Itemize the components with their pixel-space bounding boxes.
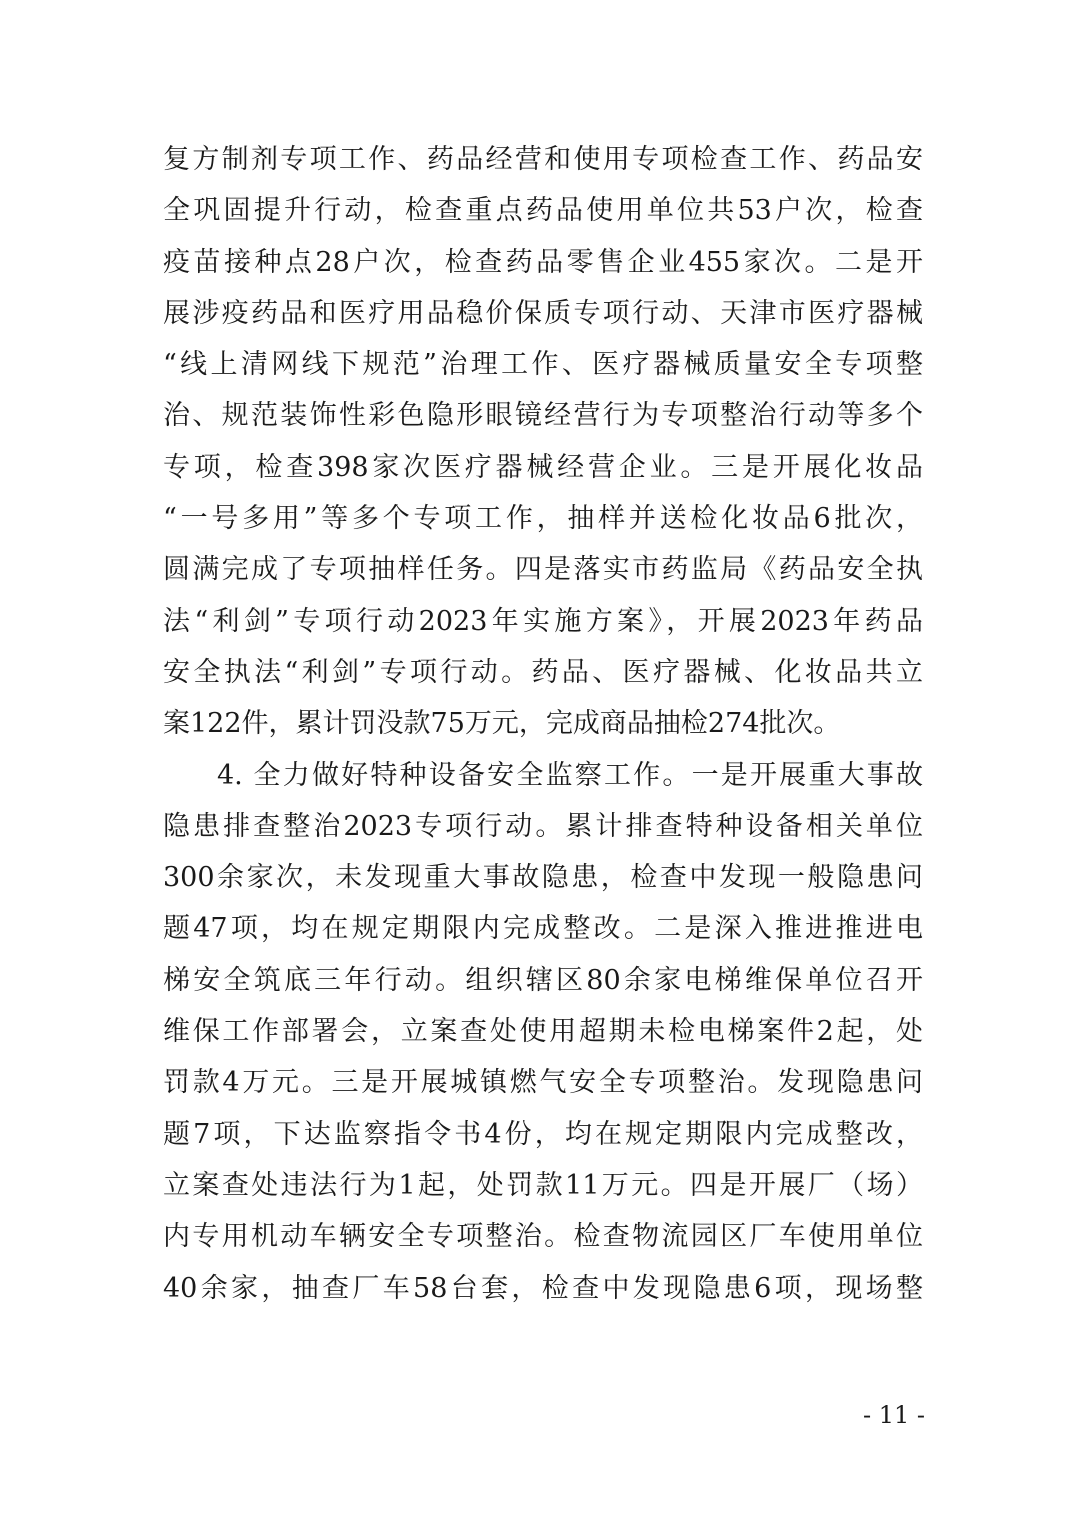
text-line: 题7项，下达监察指令书4份，均在规定期限内完成整改， <box>163 1118 923 1150</box>
text-line: 全巩固提升行动，检查重点药品使用单位共53户次，检查 <box>163 195 923 227</box>
text-line: “线上清网线下规范”治理工作、医疗器械质量安全专项整 <box>163 349 923 381</box>
page-number: - 11 - <box>862 1401 925 1429</box>
text-line: 隐患排查整治2023专项行动。累计排查特种设备相关单位 <box>163 810 923 842</box>
paragraph-special-equipment <box>163 750 923 1314</box>
body-text <box>163 134 923 1314</box>
text-line: 300余家次，未发现重大事故隐患，检查中发现一般隐患问 <box>163 862 923 894</box>
text-line: 安全执法“利剑”专项行动。药品、医疗器械、化妆品共立 <box>163 656 923 688</box>
paragraph-drug-inspection <box>163 134 923 750</box>
text-line: 专项，检查398家次医疗器械经营企业。三是开展化妆品 <box>163 451 923 483</box>
text-line: 疫苗接种点28户次，检查药品零售企业455家次。二是开 <box>163 246 923 278</box>
text-line: 复方制剂专项工作、药品经营和使用专项检查工作、药品安 <box>163 144 923 175</box>
text-line: 维保工作部署会，立案查处使用超期未检电梯案件2起，处 <box>163 1016 923 1048</box>
text-line: 圆满完成了专项抽样任务。四是落实市药监局《药品安全执 <box>163 554 923 586</box>
text-line: 展涉疫药品和医疗用品稳价保质专项行动、天津市医疗器械 <box>163 297 923 329</box>
text-line: 治、规范装饰性彩色隐形眼镜经营行为专项整治行动等多个 <box>163 400 923 432</box>
text-line: 罚款4万元。三是开展城镇燃气安全专项整治。发现隐患问 <box>163 1067 923 1099</box>
text-line: 题47项，均在规定期限内完成整改。二是深入推进推进电 <box>163 913 923 945</box>
text-line: 梯安全筑底三年行动。组织辖区80余家电梯维保单位召开 <box>163 964 923 996</box>
text-line: 40余家，抽查厂车58台套，检查中发现隐患6项，现场整 <box>163 1272 923 1304</box>
text-line: 案122件，累计罚没款75万元，完成商品抽检274批次。 <box>163 708 841 740</box>
text-line: 法“利剑”专项行动2023年实施方案》，开展2023年药品 <box>163 605 923 637</box>
text-line: 内专用机动车辆安全专项整治。检查物流园区厂车使用单位 <box>163 1221 923 1253</box>
text-line: 立案查处违法行为1起，处罚款11万元。四是开展厂（场） <box>163 1169 923 1201</box>
text-line: “一号多用”等多个专项工作，抽样并送检化妆品6批次， <box>163 503 923 535</box>
section-heading-line: 4. 全力做好特种设备安全监察工作。一是开展重大事故 <box>217 759 923 791</box>
